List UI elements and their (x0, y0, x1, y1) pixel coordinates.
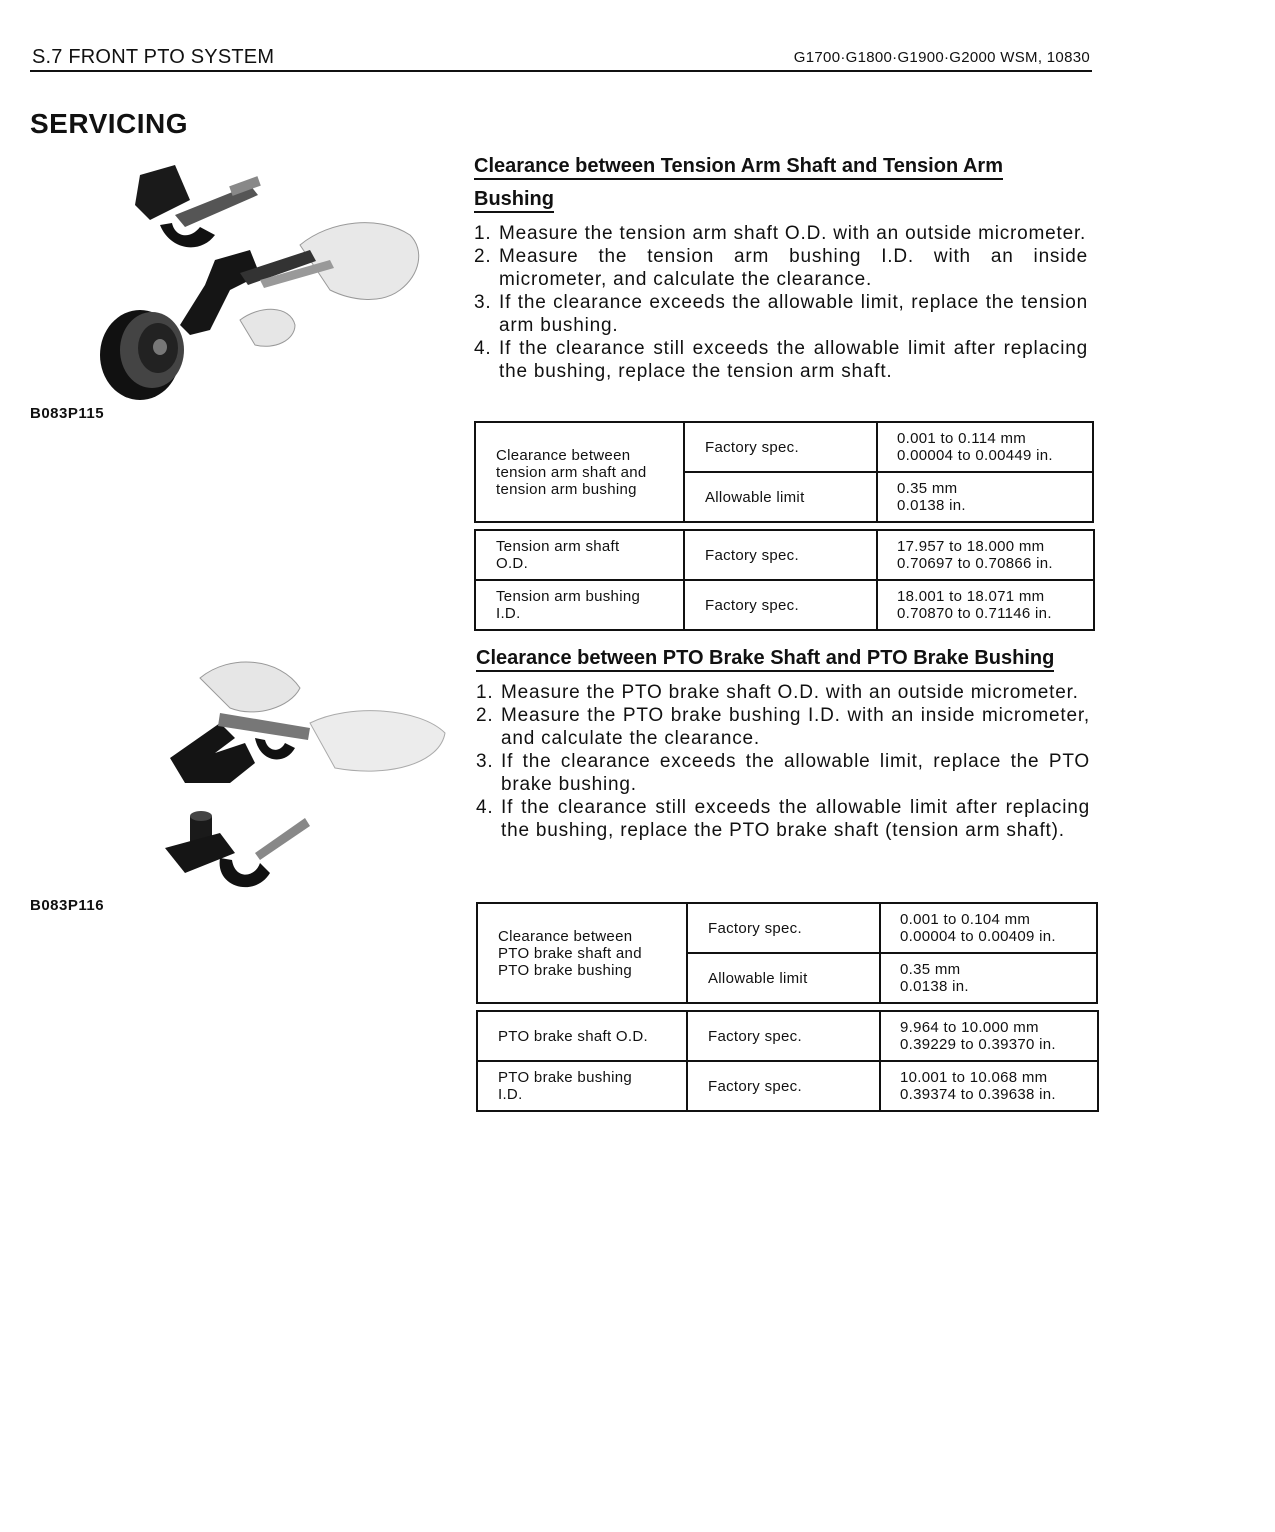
model-list: G1700·G1800·G1900·G2000 WSM, 10830 (793, 49, 1090, 66)
step-item: 1. Measure the PTO brake shaft O.D. with an outside micrometer. (476, 682, 1079, 703)
section-heading: Clearance between PTO Brake Shaft and PTO Brake Bushing (476, 642, 1090, 675)
step-item: 1. Measure the tension arm shaft O.D. with an outside micrometer. (474, 223, 1087, 244)
spec-item-cell: PTO brake shaft O.D. (477, 1011, 687, 1061)
clearance-spec-table (474, 421, 1094, 523)
spec-item-cell: PTO brake bushing I.D. (477, 1061, 687, 1111)
tension-arm-section (474, 150, 1088, 383)
spec-value-cell: 9.964 to 10.000 mm 0.39229 to 0.39370 in. (880, 1011, 1098, 1061)
pto-brake-section (476, 642, 1090, 842)
spec-item-cell: Clearance between PTO brake shaft and PTO brake bushing (477, 903, 687, 1003)
step-item: 3. If the clearance exceeds the allowable limit, replace the tension arm bushing. (474, 292, 1088, 336)
spec-label-cell: Factory spec. (687, 1061, 880, 1111)
step-item: 3. If the clearance exceeds the allowable limit, replace the PTO brake bushing. (476, 751, 1090, 795)
page-title: SERVICING (30, 108, 189, 139)
section-heading: Clearance between Tension Arm Shaft and Tension Arm (474, 150, 1088, 183)
step-item: 2. Measure the tension arm bushing I.D. with an inside micrometer, and calculate the clearance. (474, 246, 1088, 290)
spec-label-cell: Factory spec. (684, 580, 877, 630)
step-list (474, 222, 1088, 383)
page-header (30, 44, 1092, 72)
section-heading-cont: Bushing (474, 183, 1088, 216)
step-item: 4. If the clearance still exceeds the allowable limit after replacing the bushing, replace the PTO brake shaft (tension arm shaft). (476, 797, 1090, 841)
od-id-spec-table (474, 529, 1095, 631)
spec-label-cell: Allowable limit (687, 953, 880, 1003)
spec-item-cell: Tension arm shaft O.D. (475, 530, 684, 580)
pto-clearance-spec-table (476, 902, 1098, 1004)
spec-value-cell: 0.001 to 0.114 mm 0.00004 to 0.00449 in. (877, 422, 1093, 472)
spec-item-cell: Tension arm bushing I.D. (475, 580, 684, 630)
step-item: 4. If the clearance still exceeds the allowable limit after replacing the bushing, replace the tension arm shaft. (474, 338, 1088, 382)
photo-caption-1: B083P115 (30, 405, 105, 422)
step-item: 2. Measure the PTO brake bushing I.D. with an inside micrometer, and calculate the clearance. (476, 705, 1090, 749)
step-list (476, 681, 1090, 842)
spec-label-cell: Factory spec. (684, 530, 877, 580)
spec-label-cell: Allowable limit (684, 472, 877, 522)
spec-value-cell: 0.001 to 0.104 mm 0.00004 to 0.00409 in. (880, 903, 1097, 953)
pto-brake-photo (160, 648, 450, 913)
photo-caption-2: B083P116 (30, 897, 105, 914)
spec-value-cell: 17.957 to 18.000 mm 0.70697 to 0.70866 in. (877, 530, 1094, 580)
spec-label-cell: Factory spec. (687, 903, 880, 953)
pto-od-id-spec-table (476, 1010, 1099, 1112)
spec-value-cell: 18.001 to 18.071 mm 0.70870 to 0.71146 in. (877, 580, 1094, 630)
spec-value-cell: 0.35 mm 0.0138 in. (877, 472, 1093, 522)
spec-label-cell: Factory spec. (687, 1011, 880, 1061)
tension-arm-photo (80, 155, 440, 410)
section-title: S.7 FRONT PTO SYSTEM (32, 46, 275, 68)
spec-value-cell: 0.35 mm 0.0138 in. (880, 953, 1097, 1003)
spec-item-cell: Clearance between tension arm shaft and tension arm bushing (475, 422, 684, 522)
spec-label-cell: Factory spec. (684, 422, 877, 472)
spec-value-cell: 10.001 to 10.068 mm 0.39374 to 0.39638 in. (880, 1061, 1098, 1111)
